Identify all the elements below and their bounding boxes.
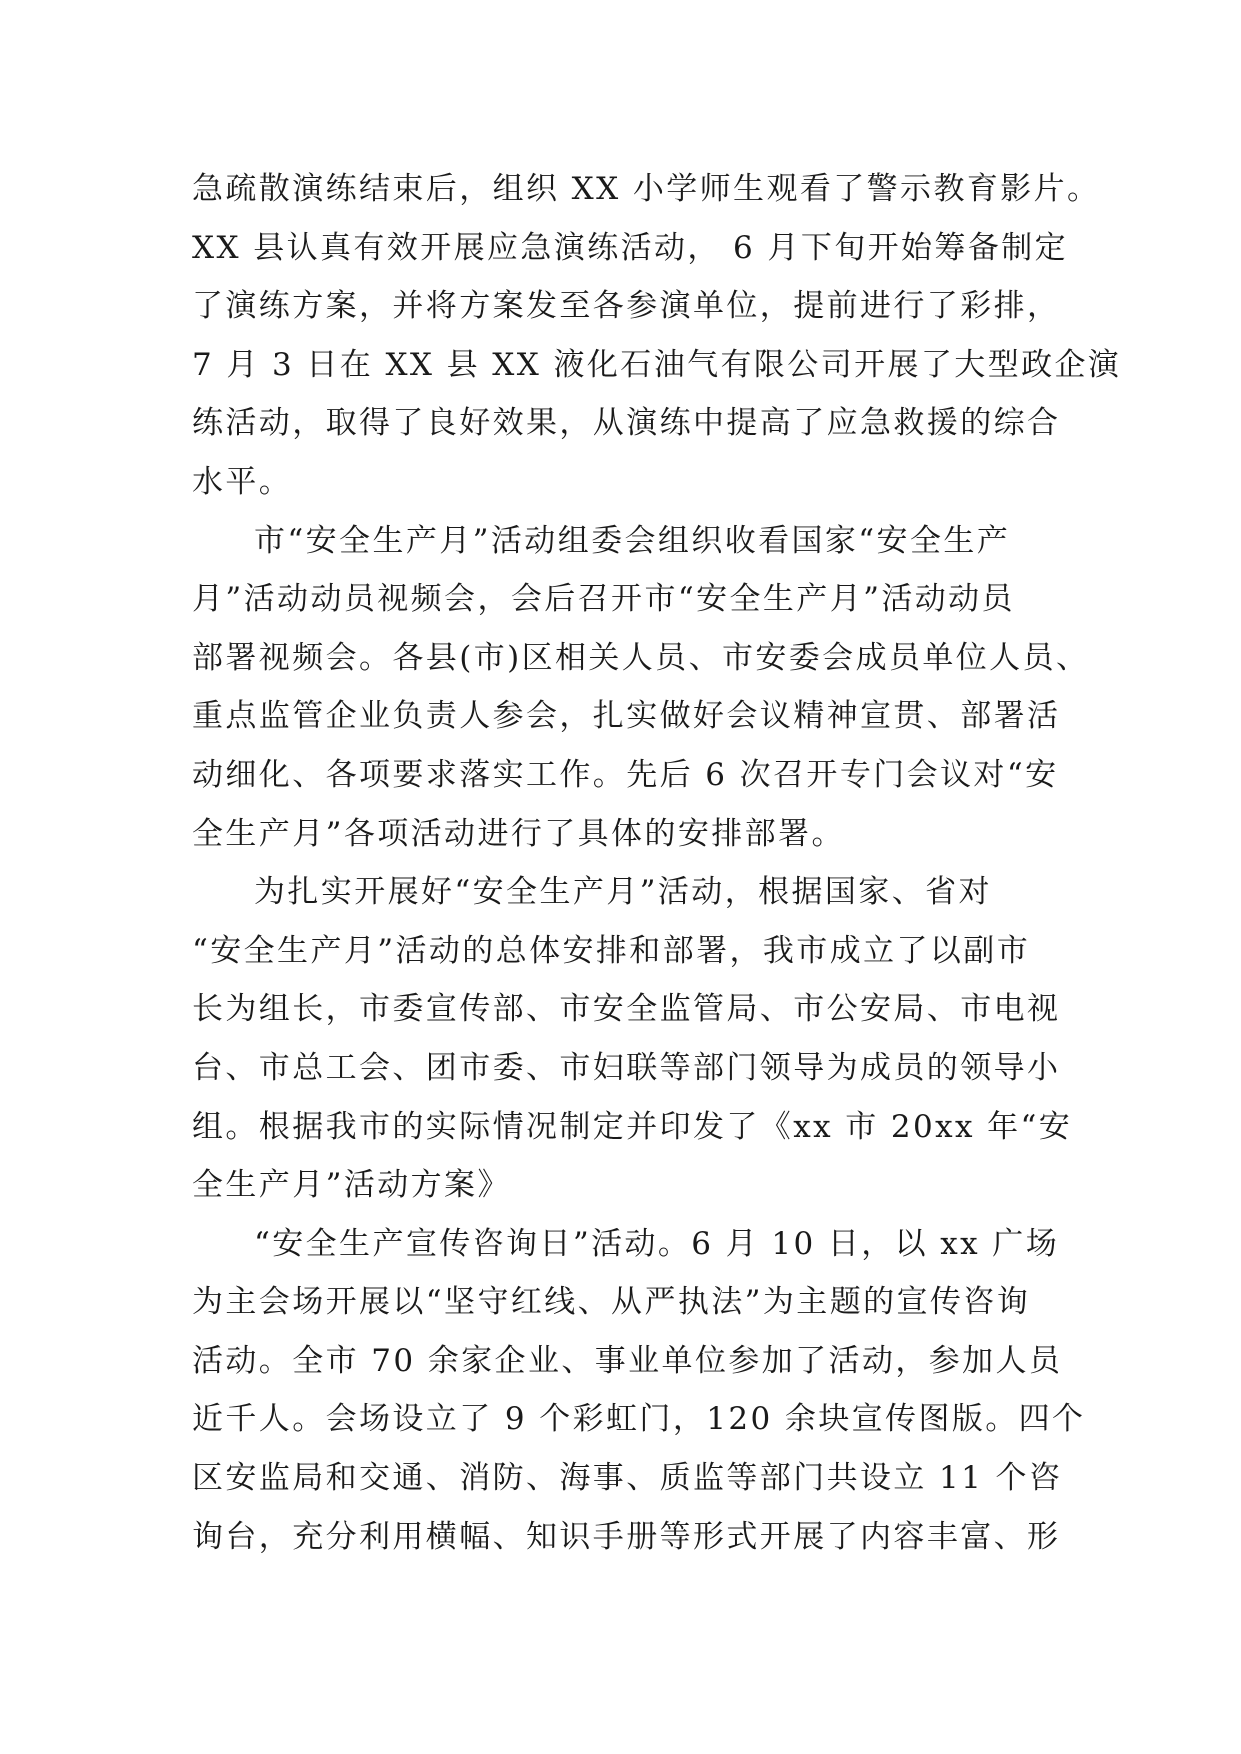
text-line: 区安监局和交通、消防、海事、质监等部门共设立 11 个咨 — [192, 1460, 1063, 1497]
text-line: 重点监管企业负责人参会，扎实做好会议精神宣贯、部署活 — [192, 698, 1061, 735]
paragraph-1 — [192, 160, 1122, 512]
text-line: 动细化、各项要求落实工作。先后 6 次召开专门会议对“安 — [192, 756, 1059, 793]
text-line: 近千人。会场设立了 9 个彩虹门，120 余块宣传图版。四个 — [192, 1401, 1086, 1438]
text-line: 7 月 3 日在 XX 县 XX 液化石油气有限公司开展了大型政企演 — [192, 346, 1122, 383]
paragraph-4 — [192, 1215, 1086, 1567]
text-line: 部署视频会。各县(市)区相关人员、市安委会成员单位人员、 — [192, 639, 1090, 676]
text-line: 询台，充分利用横幅、知识手册等形式开展了内容丰富、形 — [192, 1518, 1061, 1555]
text-line: 了演练方案，并将方案发至各参演单位，提前进行了彩排， — [192, 288, 1061, 325]
text-line: 市“安全生产月”活动组委会组织收看国家“安全生产 — [254, 522, 1011, 559]
text-line: 为主会场开展以“坚守红线、从严执法”为主题的宣传咨询 — [192, 1284, 1031, 1321]
text-line: 急疏散演练结束后，组织 XX 小学师生观看了警示教育影片。 — [192, 171, 1101, 207]
text-line: 全生产月”各项活动进行了具体的安排部署。 — [192, 815, 845, 852]
text-line: 长为组长，市委宣传部、市安全监管局、市公安局、市电视 — [192, 991, 1061, 1028]
text-line: “安全生产宣传咨询日”活动。6 月 10 日，以 xx 广场 — [254, 1225, 1060, 1262]
text-line: 练活动，取得了良好效果，从演练中提高了应急救援的综合 — [192, 405, 1061, 442]
text-line: XX 县认真有效开展应急演练活动， 6 月下旬开始筹备制定 — [192, 229, 1069, 266]
text-line: 组。根据我市的实际情况制定并印发了《xx 市 20xx 年“安 — [192, 1108, 1073, 1145]
paragraph-3 — [192, 863, 1073, 1215]
text-line: 为扎实开展好“安全生产月”活动，根据国家、省对 — [254, 874, 992, 911]
text-line: 全生产月”活动方案》 — [192, 1167, 511, 1204]
text-line: 台、市总工会、团市委、市妇联等部门领导为成员的领导小 — [192, 1049, 1061, 1086]
text-line: 月”活动动员视频会，会后召开市“安全生产月”活动动员 — [192, 581, 1015, 618]
text-line: 活动。全市 70 余家企业、事业单位参加了活动，参加人员 — [192, 1342, 1063, 1379]
text-line: “安全生产月”活动的总体安排和部署，我市成立了以副市 — [192, 932, 1031, 969]
paragraph-2 — [192, 512, 1090, 864]
text-line: 水平。 — [192, 463, 293, 500]
document-body — [192, 160, 1122, 1566]
